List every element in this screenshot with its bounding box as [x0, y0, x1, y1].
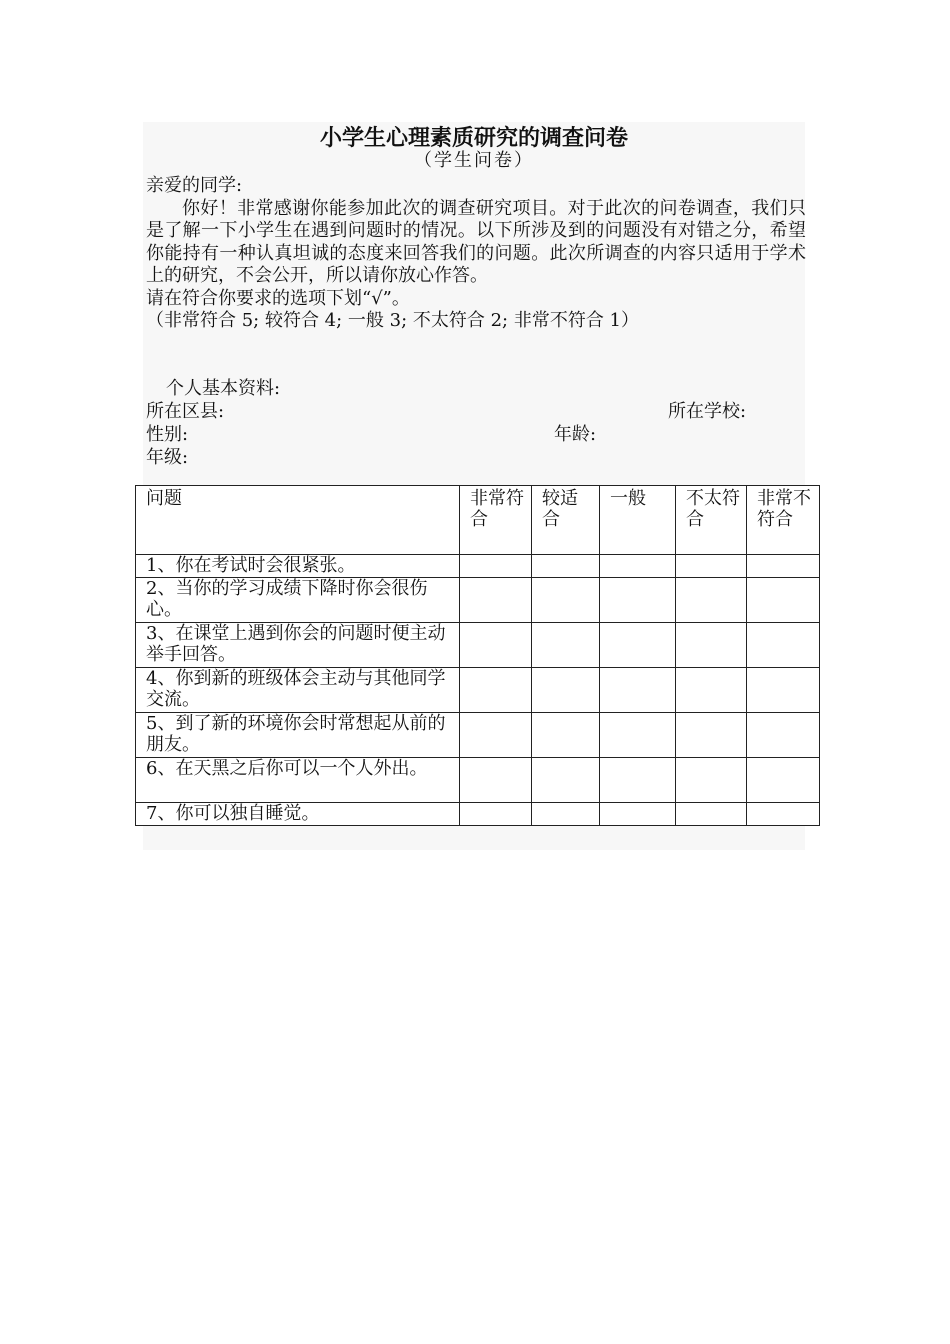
answer-cell[interactable] — [460, 623, 532, 668]
table-row — [136, 623, 820, 668]
table-row — [136, 713, 820, 758]
answer-cell[interactable] — [600, 623, 676, 668]
header-very-inconsistent: 非常不符合 — [747, 486, 820, 555]
answer-cell[interactable] — [532, 668, 600, 713]
age-label: 年龄: — [554, 424, 597, 445]
header-very-consistent: 非常符合 — [460, 486, 532, 555]
table-header-row — [136, 486, 820, 555]
answer-cell[interactable] — [747, 555, 820, 578]
answer-cell[interactable] — [600, 555, 676, 578]
answer-cell[interactable] — [532, 578, 600, 623]
answer-cell[interactable] — [600, 578, 676, 623]
answer-cell[interactable] — [460, 578, 532, 623]
answer-cell[interactable] — [532, 803, 600, 826]
answer-cell[interactable] — [747, 668, 820, 713]
table-row — [136, 803, 820, 826]
answer-cell[interactable] — [460, 758, 532, 803]
answer-cell[interactable] — [676, 555, 747, 578]
answer-cell[interactable] — [676, 803, 747, 826]
answer-cell[interactable] — [600, 668, 676, 713]
answer-cell[interactable] — [676, 758, 747, 803]
question-cell: 4、你到新的班级体会主动与其他同学交流。 — [136, 668, 460, 713]
personal-info-heading: 个人基本资料: — [166, 378, 281, 399]
question-cell: 6、在天黑之后你可以一个人外出。 — [136, 758, 460, 803]
answer-cell[interactable] — [747, 578, 820, 623]
header-fairly-consistent: 较适合 — [532, 486, 600, 555]
answer-cell[interactable] — [676, 668, 747, 713]
survey-table — [135, 485, 820, 826]
greeting: 亲爱的同学: — [146, 175, 243, 196]
answer-cell[interactable] — [676, 578, 747, 623]
grade-label: 年级: — [146, 447, 189, 468]
table-row — [136, 555, 820, 578]
answer-cell[interactable] — [600, 803, 676, 826]
table-row — [136, 668, 820, 713]
gender-label: 性别: — [146, 424, 189, 445]
answer-cell[interactable] — [532, 623, 600, 668]
answer-cell[interactable] — [532, 713, 600, 758]
answer-cell[interactable] — [600, 758, 676, 803]
document-subtitle: （学生问卷） — [414, 150, 534, 171]
school-label: 所在学校: — [668, 401, 747, 422]
question-cell: 1、你在考试时会很紧张。 — [136, 555, 460, 578]
document-title: 小学生心理素质研究的调查问卷 — [319, 125, 628, 151]
question-cell: 3、在课堂上遇到你会的问题时便主动举手回答。 — [136, 623, 460, 668]
answer-cell[interactable] — [600, 713, 676, 758]
intro-section — [146, 175, 806, 333]
question-cell: 5、到了新的环境你会时常想起从前的朋友。 — [136, 713, 460, 758]
question-cell: 7、你可以独自睡觉。 — [136, 803, 460, 826]
answer-cell[interactable] — [676, 623, 747, 668]
header-not-very-consistent: 不太符合 — [676, 486, 747, 555]
instruction: 请在符合你要求的选项下划“√”。 — [146, 287, 410, 309]
answer-cell[interactable] — [747, 758, 820, 803]
table-row — [136, 578, 820, 623]
table-row — [136, 758, 820, 803]
answer-cell[interactable] — [747, 803, 820, 826]
answer-cell[interactable] — [676, 713, 747, 758]
header-question: 问题 — [136, 486, 460, 555]
question-cell: 2、当你的学习成绩下降时你会很伤心。 — [136, 578, 460, 623]
answer-cell[interactable] — [460, 713, 532, 758]
answer-cell[interactable] — [460, 803, 532, 826]
answer-cell[interactable] — [460, 555, 532, 578]
district-label: 所在区县: — [146, 401, 225, 422]
answer-cell[interactable] — [532, 758, 600, 803]
answer-cell[interactable] — [747, 713, 820, 758]
intro-paragraph: 你好！非常感谢你能参加此次的调查研究项目。对于此次的问卷调查，我们只是了解一下小学生在遇到问题时的情况。以下所涉及到的问题没有对错之分，希望你能持有一种认真坦诚的态度来回答我们的问题。此次所调查的内容只适用于学术上的研究，不会公开，所以请你放心作答。 — [146, 197, 806, 286]
answer-cell[interactable] — [532, 555, 600, 578]
answer-cell[interactable] — [747, 623, 820, 668]
answer-cell[interactable] — [460, 668, 532, 713]
rating-scale: （非常符合 5; 较符合 4; 一般 3; 不太符合 2; 非常不符合 1） — [146, 310, 640, 331]
header-neutral: 一般 — [600, 486, 676, 555]
